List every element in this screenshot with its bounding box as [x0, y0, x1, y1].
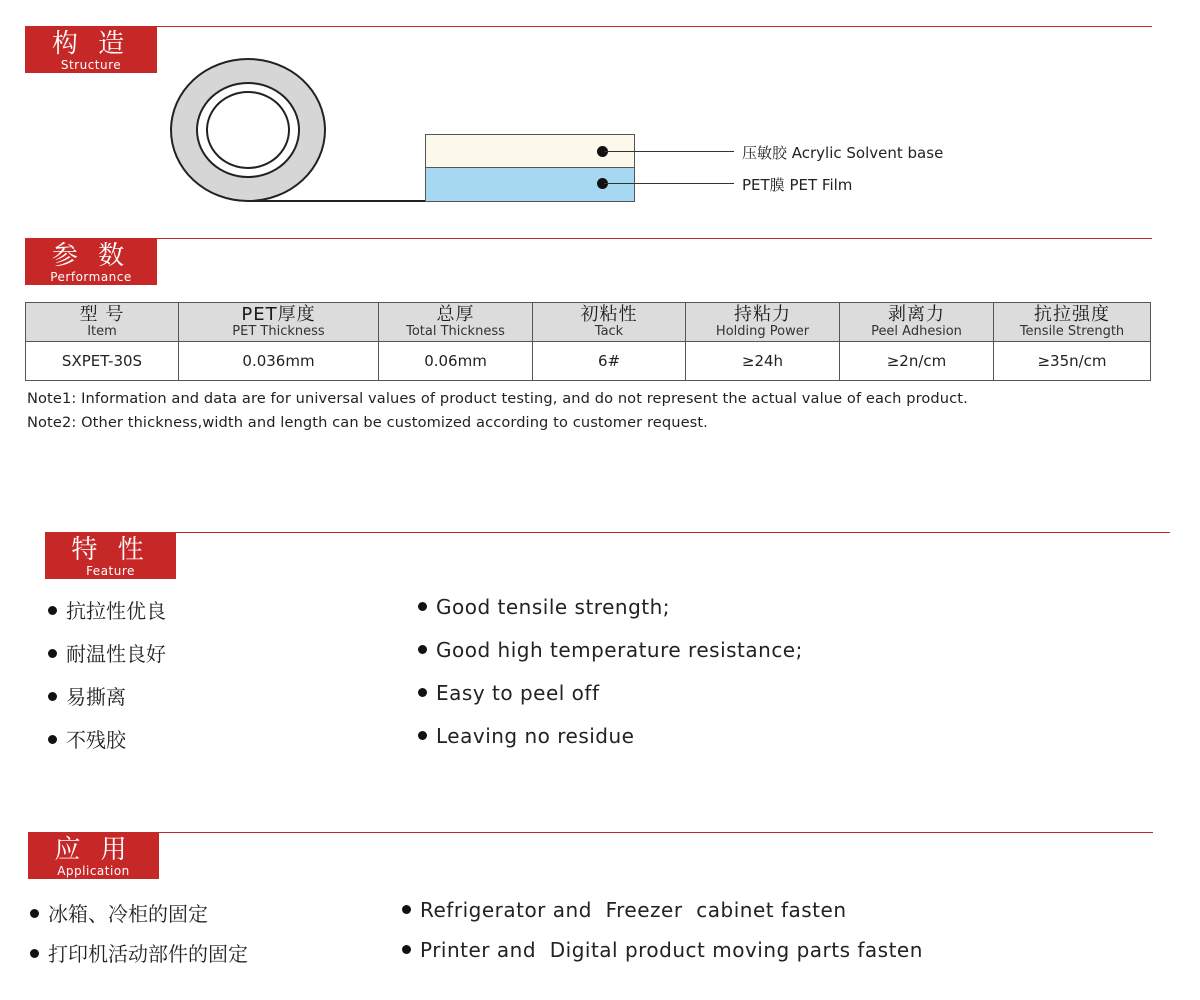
adhesive-layer-leader	[604, 151, 734, 152]
cell-pet-thickness: 0.036mm	[179, 342, 379, 381]
bullet-icon	[48, 735, 57, 744]
cell-item: SXPET-30S	[26, 342, 179, 381]
cell-total-thickness: 0.06mm	[379, 342, 533, 381]
column-header-item: 型 号 Item	[26, 303, 179, 342]
column-header-tack: 初粘性 Tack	[533, 303, 686, 342]
column-header-peel-adhesion: 剥离力 Peel Adhesion	[840, 303, 994, 342]
tape-roll-core	[206, 91, 290, 169]
cell-tensile-strength: ≥35n/cm	[994, 342, 1151, 381]
feature-item-en: Good tensile strength;	[418, 595, 670, 619]
application-item-zh: 冰箱、冷柜的固定	[30, 898, 208, 927]
bullet-icon	[402, 905, 411, 914]
performance-title-en: Performance	[50, 270, 132, 284]
feature-item-zh: 耐温性良好	[48, 638, 166, 667]
pet-film-layer-label: PET膜 PET Film	[742, 176, 853, 194]
application-heading	[28, 833, 159, 879]
structure-rule	[25, 26, 1152, 27]
application-title-zh: 应 用	[54, 835, 133, 865]
cell-holding-power: ≥24h	[686, 342, 840, 381]
column-header-pet-thickness: PET厚度 PET Thickness	[179, 303, 379, 342]
bullet-icon	[30, 909, 39, 918]
performance-table	[25, 302, 1151, 381]
column-header-tensile-strength: 抗拉强度 Tensile Strength	[994, 303, 1151, 342]
cell-tack: 6#	[533, 342, 686, 381]
application-item-en: Refrigerator and Freezer cabinet fasten	[402, 898, 847, 922]
tape-strip-line	[248, 200, 426, 202]
structure-title-zh: 构 造	[51, 29, 131, 59]
bullet-icon	[418, 731, 427, 740]
structure-heading	[25, 27, 157, 73]
bullet-icon	[48, 606, 57, 615]
application-item-zh: 打印机活动部件的固定	[30, 938, 248, 967]
performance-title-zh: 参 数	[51, 241, 131, 271]
bullet-icon	[418, 688, 427, 697]
feature-item-en: Easy to peel off	[418, 681, 599, 705]
feature-title-en: Feature	[86, 564, 135, 578]
bullet-icon	[402, 945, 411, 954]
pet-film-layer-leader	[604, 183, 734, 184]
table-header-row	[26, 303, 1151, 342]
table-row	[26, 342, 1151, 381]
bullet-icon	[418, 602, 427, 611]
feature-item-en: Good high temperature resistance;	[418, 638, 803, 662]
cell-peel-adhesion: ≥2n/cm	[840, 342, 994, 381]
performance-rule	[25, 238, 1152, 239]
bullet-icon	[48, 692, 57, 701]
application-rule	[28, 832, 1153, 833]
application-title-en: Application	[57, 864, 130, 878]
feature-item-zh: 易撕离	[48, 681, 126, 710]
performance-heading	[25, 239, 157, 285]
feature-rule	[45, 532, 1170, 533]
adhesive-layer-label: 压敏胶 Acrylic Solvent base	[742, 144, 944, 162]
note-1: Note1: Information and data are for universal values of product testing, and do not represent the actual value of each product.	[27, 390, 968, 407]
application-item-en: Printer and Digital product moving parts fasten	[402, 938, 923, 962]
feature-heading	[45, 533, 176, 579]
feature-item-en: Leaving no residue	[418, 724, 634, 748]
bullet-icon	[418, 645, 427, 654]
column-header-holding-power: 持粘力 Holding Power	[686, 303, 840, 342]
feature-item-zh: 不残胶	[48, 724, 126, 753]
feature-item-zh: 抗拉性优良	[48, 595, 166, 624]
tape-roll	[170, 58, 326, 202]
structure-title-en: Structure	[60, 58, 122, 72]
bullet-icon	[30, 949, 39, 958]
tape-roll-ring	[196, 82, 300, 178]
feature-title-zh: 特 性	[71, 535, 150, 565]
bullet-icon	[48, 649, 57, 658]
note-2: Note2: Other thickness,width and length can be customized according to customer request.	[27, 414, 708, 431]
column-header-total-thickness: 总厚 Total Thickness	[379, 303, 533, 342]
